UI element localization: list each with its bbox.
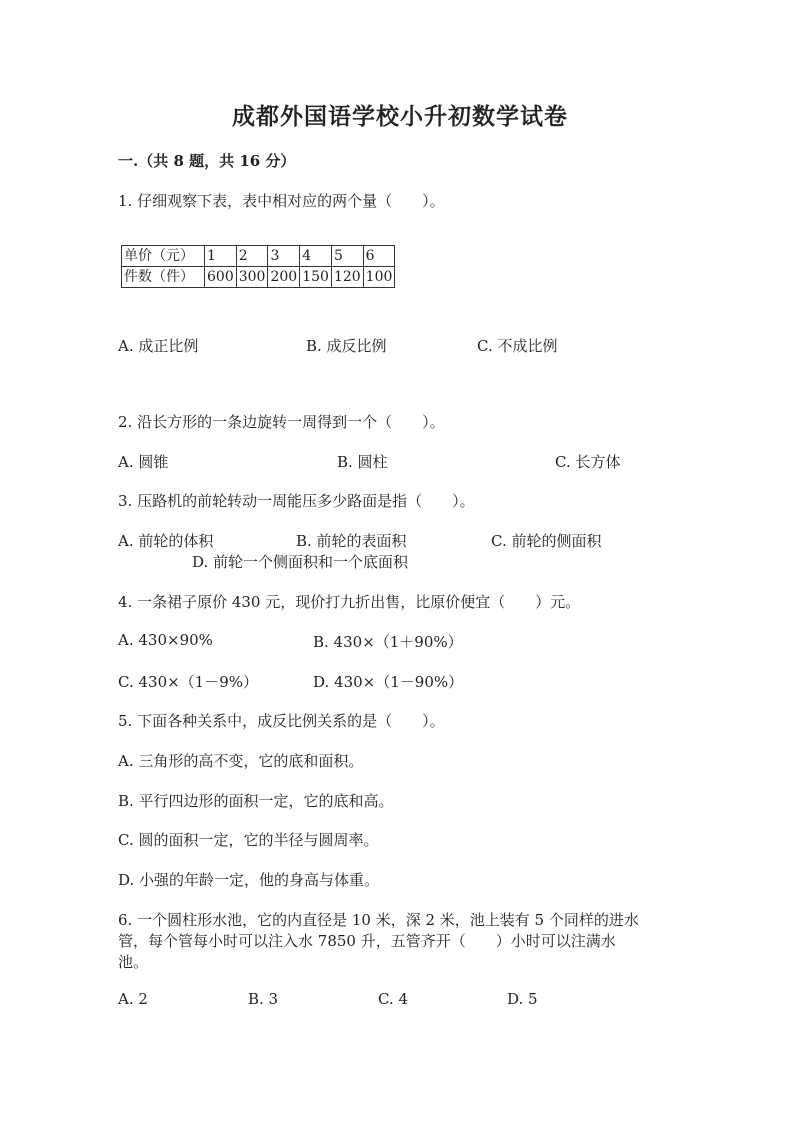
table-row — [122, 246, 395, 267]
table-cell: 100 — [363, 267, 395, 288]
question-1-option-a: A. 成正比例 — [118, 337, 199, 355]
question-5-option-a: A. 三角形的高不变，它的底和面积。 — [118, 752, 364, 770]
question-3-option-b: B. 前轮的表面积 — [296, 532, 407, 550]
price-quantity-table — [121, 245, 395, 288]
question-2-option-b: B. 圆柱 — [337, 453, 388, 471]
question-2-option-a: A. 圆锥 — [118, 453, 169, 471]
question-6-option-c: C. 4 — [378, 990, 409, 1008]
question-5-option-d: D. 小强的年龄一定，他的身高与体重。 — [118, 871, 380, 889]
question-1-stem: 1. 仔细观察下表，表中相对应的两个量（ ）。 — [118, 192, 445, 210]
question-3-option-d: D. 前轮一个侧面积和一个底面积 — [192, 553, 409, 571]
question-3-option-c: C. 前轮的侧面积 — [491, 532, 602, 550]
question-3-stem: 3. 压路机的前轮转动一周能压多少路面是指（ ）。 — [118, 492, 475, 510]
question-2-option-c: C. 长方体 — [555, 453, 621, 471]
question-4-option-a: A. 430×90% — [118, 631, 213, 649]
table-cell: 1 — [205, 246, 237, 267]
question-4-option-d: D. 430×（1－90%） — [313, 673, 464, 691]
question-3-option-a: A. 前轮的体积 — [118, 532, 214, 550]
question-4-stem: 4. 一条裙子原价 430 元，现价打九折出售，比原价便宜（ ）元。 — [118, 593, 581, 611]
question-6-option-b: B. 3 — [248, 990, 279, 1008]
question-4-option-c: C. 430×（1－9%） — [118, 673, 259, 691]
table-row-label: 单价（元） — [122, 246, 205, 267]
question-5-option-b: B. 平行四边形的面积一定，它的底和高。 — [118, 792, 394, 810]
question-1-option-c: C. 不成比例 — [477, 337, 558, 355]
table-cell: 300 — [236, 267, 268, 288]
question-4-option-b: B. 430×（1＋90%） — [313, 633, 463, 651]
question-6-stem-line-2: 管，每个管每小时可以注入水 7850 升，五管齐开（ ）小时可以注满水 — [118, 932, 616, 950]
table-row-label: 件数（件） — [122, 267, 205, 288]
table-cell: 150 — [300, 267, 332, 288]
table-cell: 3 — [268, 246, 300, 267]
question-5-stem: 5. 下面各种关系中，成反比例关系的是（ ）。 — [118, 712, 445, 730]
table-cell: 600 — [205, 267, 237, 288]
table-cell: 120 — [331, 267, 363, 288]
table-cell: 6 — [363, 246, 395, 267]
page-title: 成都外国语学校小升初数学试卷 — [232, 103, 568, 130]
section-heading: 一.（共 8 题，共 16 分） — [118, 152, 296, 170]
table-cell: 200 — [268, 267, 300, 288]
question-2-stem: 2. 沿长方形的一条边旋转一周得到一个（ ）。 — [118, 413, 445, 431]
question-5-option-c: C. 圆的面积一定，它的半径与圆周率。 — [118, 831, 379, 849]
question-1-option-b: B. 成反比例 — [306, 337, 387, 355]
table-row — [122, 267, 395, 288]
table-cell: 2 — [236, 246, 268, 267]
question-6-stem-line-3: 池。 — [118, 953, 149, 971]
table-cell: 5 — [331, 246, 363, 267]
table-cell: 4 — [300, 246, 332, 267]
question-6-option-a: A. 2 — [118, 990, 148, 1008]
question-6-option-d: D. 5 — [507, 990, 538, 1008]
question-6-stem-line-1: 6. 一个圆柱形水池，它的内直径是 10 米，深 2 米，池上装有 5 个同样的进水 — [118, 911, 639, 929]
